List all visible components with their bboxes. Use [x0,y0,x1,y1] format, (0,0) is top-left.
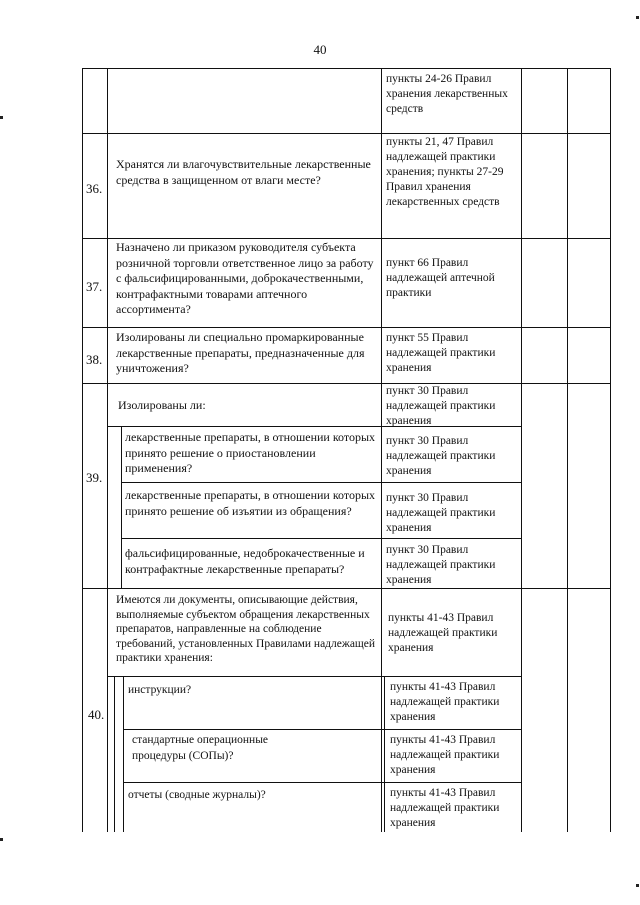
row-40-sub-1-reference: пункты 41-43 Правил надлежащей практики хранения [390,681,500,723]
row-40-sub-1-text: инструкции? [128,684,192,696]
row-40-sub-3-text: отчеты (сводные журналы)? [128,789,266,801]
scan-edge-mark [0,838,3,841]
row-39-sub-1-text: лекарственные препараты, в отношении которых принято решение о приостановлении применения? [125,430,376,475]
row-40-sub-2-reference: пункты 41-43 Правил надлежащей практики хранения [390,734,500,776]
row-39-sub-3-text: фальсифицированные, недоброкачественные и контрафактные лекарственные препараты? [125,546,365,576]
scan-edge-mark [636,884,639,887]
page-number: 40 [313,42,327,57]
row-38-number: 38. [86,352,103,367]
row-37-reference: пункт 66 Правил надлежащей аптечной практики [386,257,495,299]
scan-edge-mark [0,116,3,119]
row-39-reference: пункт 30 Правил надлежащей практики хранения [386,385,496,427]
row-40-question: Имеются ли документы, описывающие действия, выполняемые субъектом обращения лекарственных препаратов, направленные на соблюдение требований, установленных Правилами надлежащей практики хранения: [116,594,376,664]
row-40-sub-3-reference: пункты 41-43 Правил надлежащей практики хранения [390,787,500,829]
scan-edge-mark [636,16,639,19]
row-38-reference: пункт 55 Правил надлежащей практики хранения [386,332,496,374]
row-39-sub-2-reference: пункт 30 Правил надлежащей практики хранения [386,492,496,534]
row-39-question: Изолированы ли: [118,398,206,412]
row-40-sub-2-text: стандартные операционные процедуры (СОПы)? [132,734,269,762]
row-39-sub-3-reference: пункт 30 Правил надлежащей практики хранения [386,544,496,586]
row-40-reference: пункты 41-43 Правил надлежащей практики хранения [388,612,498,654]
row-39-number: 39. [86,470,103,485]
row-36-number: 36. [86,181,103,196]
row-37-question: Назначено ли приказом руководителя субъекта розничной торговли ответственное лицо за работу с фальсифицированными, доброкачественными, контрафактными товарами аптечного ассортимента? [116,240,374,316]
row-39-sub-1-reference: пункт 30 Правил надлежащей практики хранения [386,435,496,477]
row-37-number: 37. [86,279,103,294]
row-cont-reference: пункты 24-26 Правил хранения лекарственных средств [386,73,508,115]
row-36-reference: пункты 21, 47 Правил надлежащей практики хранения; пункты 27-29 Правил хранения лекарственных средств [386,136,504,208]
row-36-question: Хранятся ли влагочувствительные лекарственные средства в защищенном от влаги месте? [116,157,371,187]
row-40-number: 40. [88,707,105,722]
row-39-sub-2-text: лекарственные препараты, в отношении которых принято решение об изъятии из обращения? [125,488,376,518]
row-38-question: Изолированы ли специально промаркированные лекарственные препараты, предназначенные для уничтожения? [116,330,365,375]
